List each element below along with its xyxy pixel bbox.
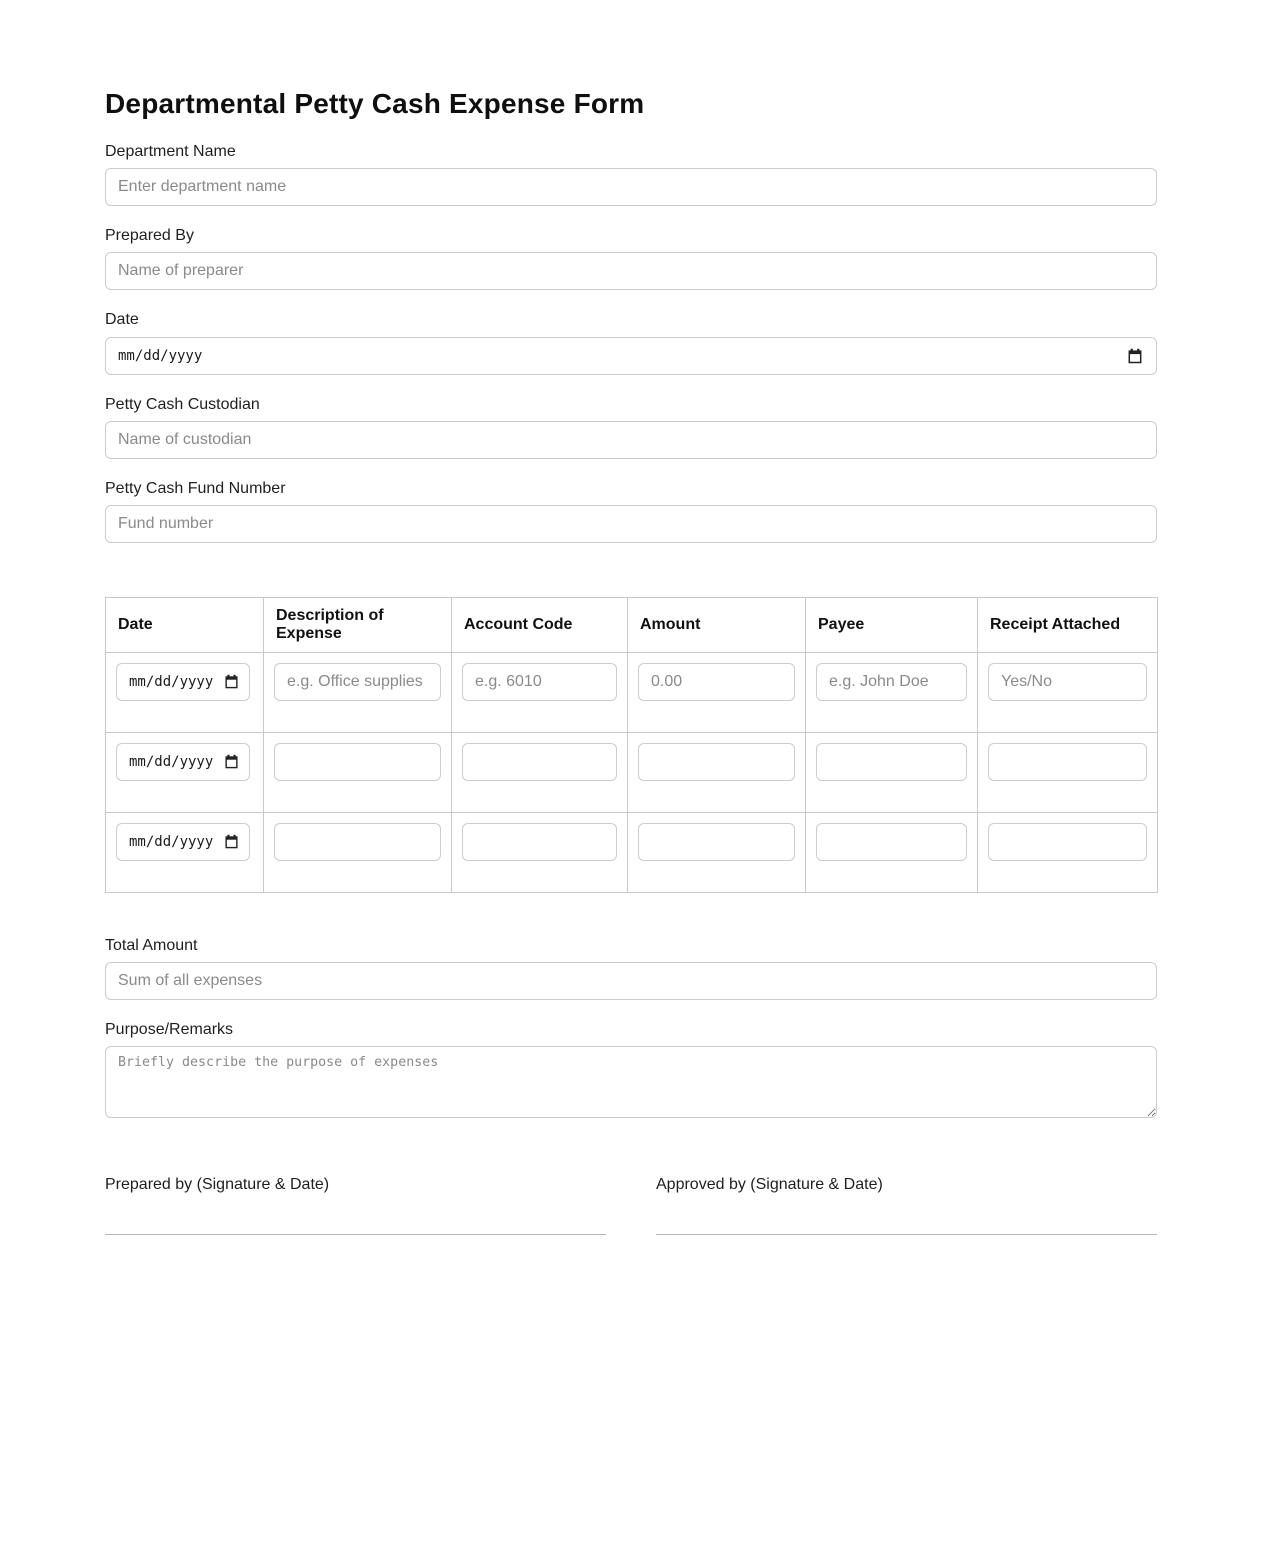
- amount-input-2[interactable]: [638, 743, 795, 781]
- expense-row-3: [106, 812, 1158, 892]
- amount-input-3[interactable]: [638, 823, 795, 861]
- department-name-label: Department Name: [105, 143, 236, 160]
- amount-input-1[interactable]: [638, 663, 795, 701]
- page-title: Departmental Petty Cash Expense Form: [105, 88, 645, 119]
- total-amount-group: [105, 936, 1157, 1000]
- date-value: mm/dd/yyyy: [129, 753, 214, 770]
- receipt-input-2[interactable]: [988, 743, 1147, 781]
- fund-number-input[interactable]: [105, 505, 1157, 543]
- custodian-group: [105, 395, 1157, 459]
- purpose-remarks-textarea[interactable]: [105, 1046, 1157, 1118]
- total-amount-label: Total Amount: [105, 936, 198, 954]
- account-code-input-1[interactable]: [462, 663, 617, 701]
- prepared-by-input[interactable]: [105, 252, 1157, 290]
- signature-section: [105, 1176, 1157, 1235]
- fund-number-group: [105, 479, 1157, 543]
- fund-number-label: Petty Cash Fund Number: [105, 479, 286, 497]
- payee-input-3[interactable]: [816, 823, 967, 861]
- calendar-icon[interactable]: [224, 754, 239, 769]
- date-value: mm/dd/yyyy: [118, 347, 203, 364]
- petty-cash-form: [105, 0, 1157, 1235]
- description-input-1[interactable]: [274, 663, 441, 701]
- prepared-by-signature-block: [105, 1176, 606, 1235]
- custodian-label: Petty Cash Custodian: [105, 395, 260, 413]
- calendar-icon[interactable]: [1127, 348, 1143, 364]
- account-code-input-3[interactable]: [462, 823, 617, 861]
- expense-table: [105, 597, 1158, 893]
- payee-input-2[interactable]: [816, 743, 967, 781]
- date-label: Date: [105, 311, 139, 329]
- description-input-3[interactable]: [274, 823, 441, 861]
- prepared-by-group: [105, 226, 1157, 290]
- calendar-icon[interactable]: [224, 834, 239, 849]
- approved-by-signature-label: Approved by (Signature & Date): [656, 1176, 883, 1194]
- expense-date-input-2[interactable]: [116, 743, 250, 781]
- column-header-account-code: Account Code: [452, 597, 628, 652]
- date-value: mm/dd/yyyy: [129, 673, 214, 690]
- department-name-input[interactable]: [105, 168, 1157, 206]
- date-input[interactable]: [105, 337, 1157, 375]
- receipt-input-1[interactable]: [988, 663, 1147, 701]
- department-name-group: [105, 142, 1157, 206]
- payee-input-1[interactable]: [816, 663, 967, 701]
- expense-row-1: [106, 652, 1158, 732]
- expense-table-header-row: [106, 597, 1158, 652]
- expense-date-input-3[interactable]: [116, 823, 250, 861]
- description-input-2[interactable]: [274, 743, 441, 781]
- column-header-receipt: Receipt Attached: [978, 597, 1158, 652]
- column-header-payee: Payee: [806, 597, 978, 652]
- remarks-group: [105, 1020, 1157, 1118]
- column-header-description: Description of Expense: [264, 597, 452, 652]
- expense-date-input-1[interactable]: [116, 663, 250, 701]
- column-header-amount: Amount: [628, 597, 806, 652]
- prepared-by-signature-line: [105, 1234, 606, 1235]
- approved-by-signature-line: [656, 1234, 1157, 1235]
- custodian-input[interactable]: [105, 421, 1157, 459]
- receipt-input-3[interactable]: [988, 823, 1147, 861]
- prepared-by-label: Prepared By: [105, 227, 194, 245]
- prepared-by-signature-label: Prepared by (Signature & Date): [105, 1176, 330, 1194]
- column-header-date: Date: [106, 597, 264, 652]
- calendar-icon[interactable]: [224, 674, 239, 689]
- expense-row-2: [106, 732, 1158, 812]
- date-group: [105, 310, 1157, 374]
- account-code-input-2[interactable]: [462, 743, 617, 781]
- remarks-label: Purpose/Remarks: [105, 1021, 234, 1039]
- approved-by-signature-block: [656, 1176, 1157, 1235]
- date-value: mm/dd/yyyy: [129, 833, 214, 850]
- total-amount-input[interactable]: [105, 962, 1157, 1000]
